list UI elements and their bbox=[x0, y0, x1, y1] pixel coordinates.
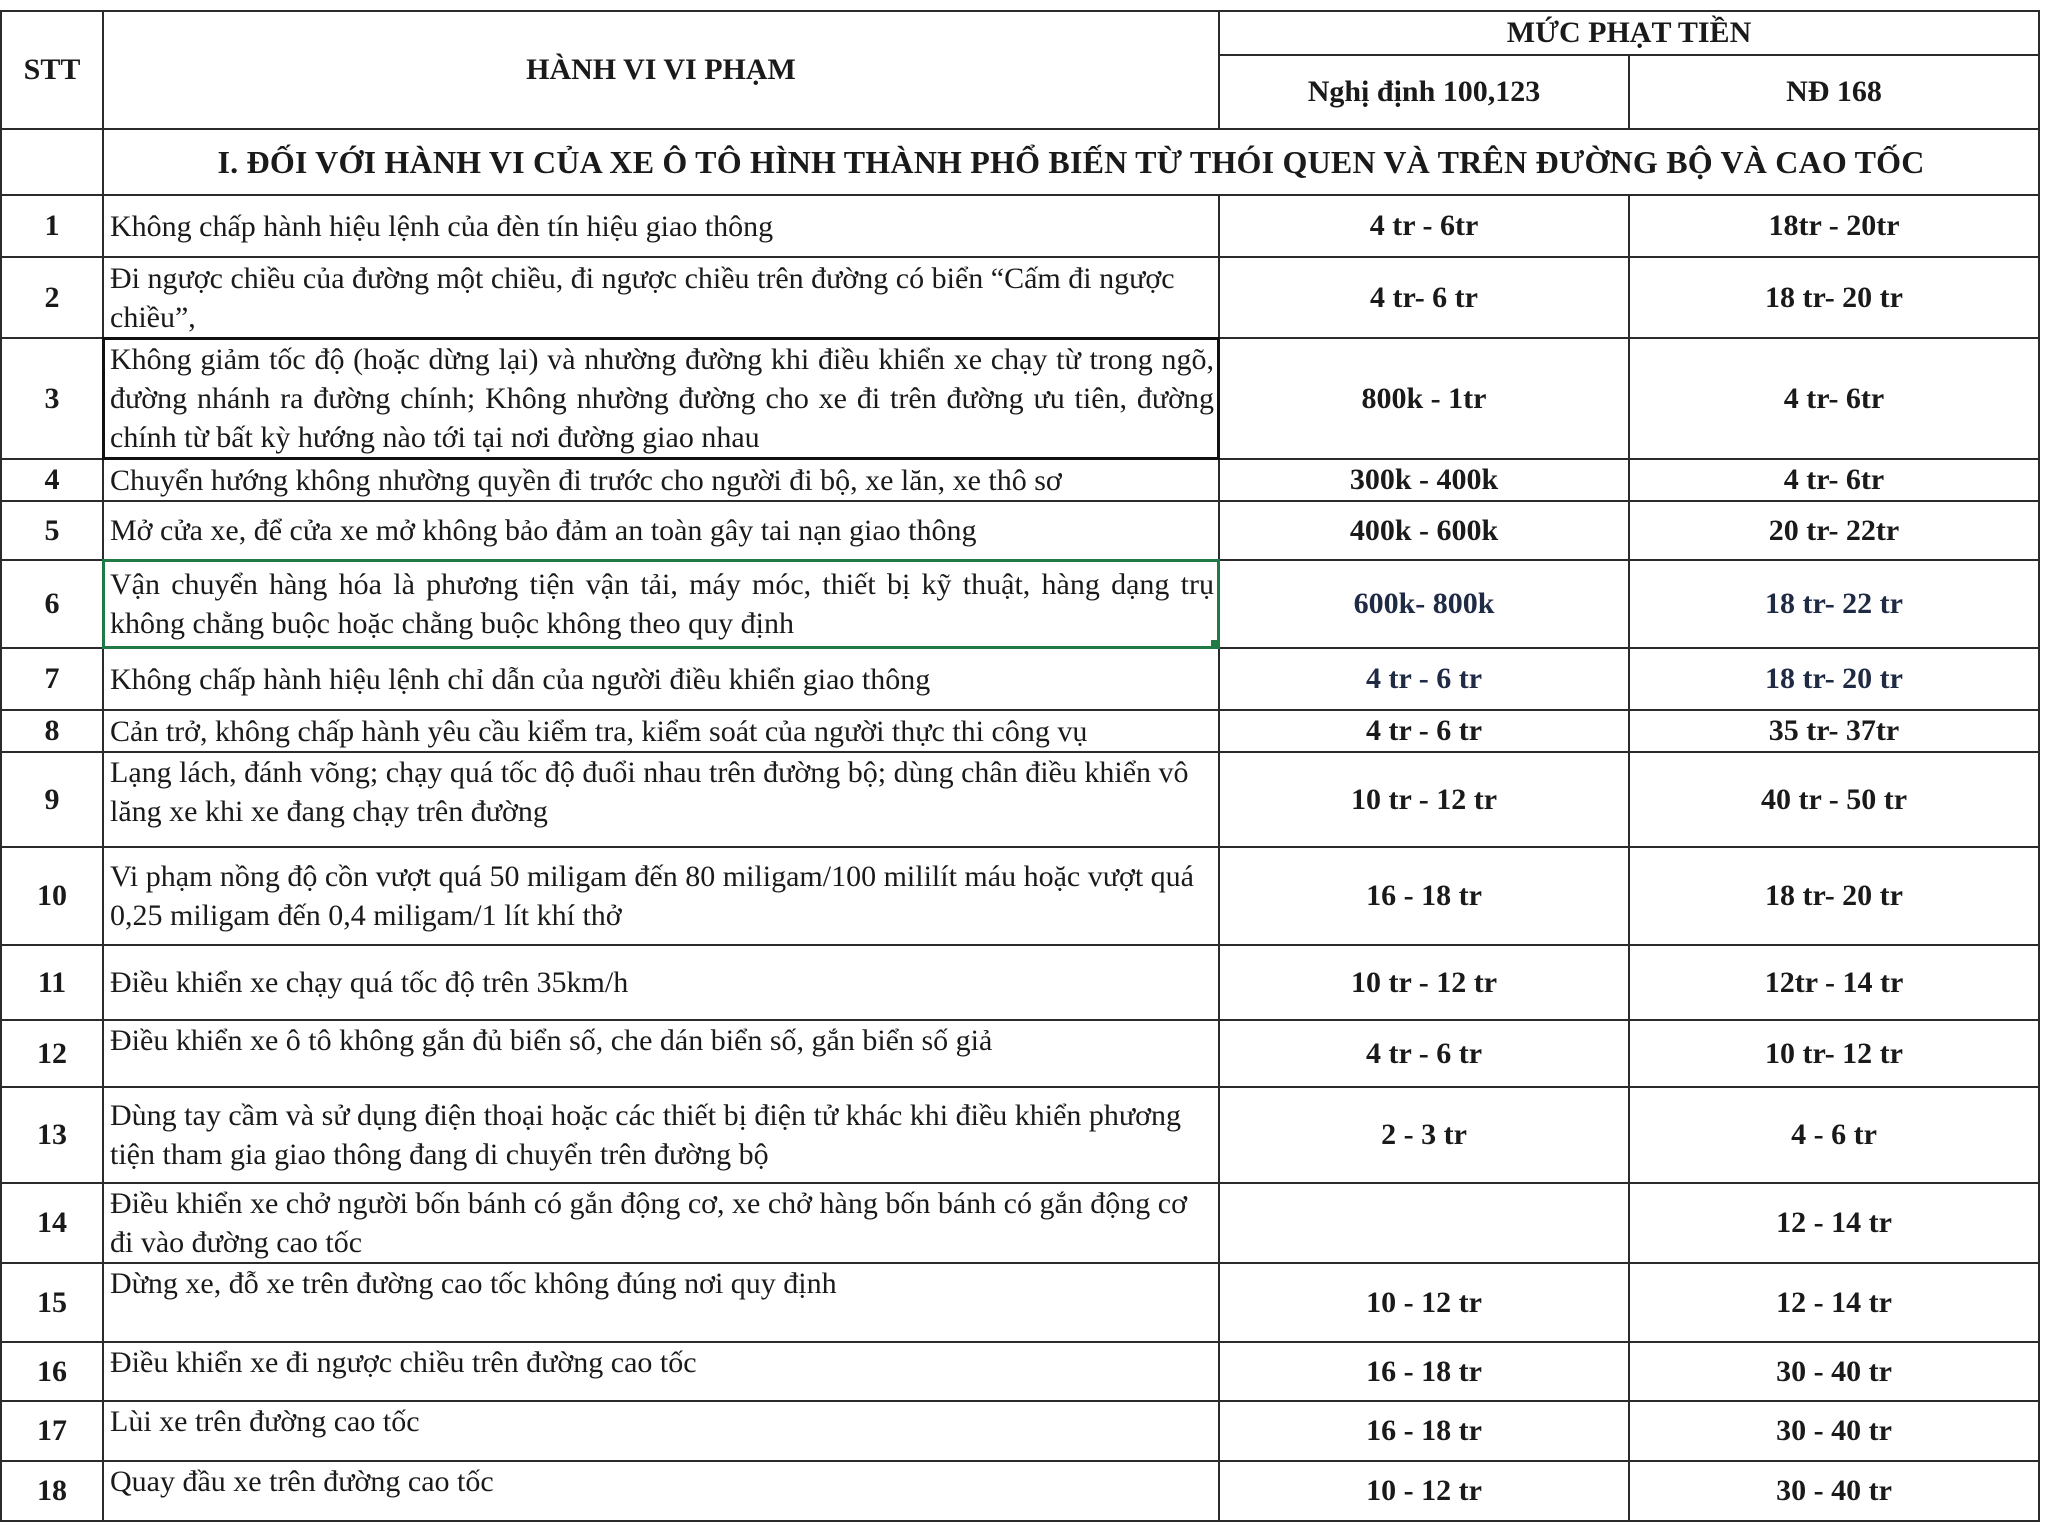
row-fine-old[interactable]: 10 - 12 tr bbox=[1219, 1263, 1629, 1342]
row-stt[interactable]: 2 bbox=[1, 257, 103, 338]
row-stt[interactable]: 14 bbox=[1, 1183, 103, 1263]
row-fine-new[interactable]: 40 tr - 50 tr bbox=[1629, 752, 2039, 847]
row-fine-new[interactable]: 18 tr- 22 tr bbox=[1629, 560, 2039, 648]
row-fine-new[interactable]: 12 - 14 tr bbox=[1629, 1183, 2039, 1263]
fill-handle[interactable] bbox=[1211, 640, 1219, 648]
row-fine-old[interactable]: 10 tr - 12 tr bbox=[1219, 945, 1629, 1020]
row-fine-old[interactable]: 600k- 800k bbox=[1219, 560, 1629, 648]
row-stt[interactable]: 13 bbox=[1, 1087, 103, 1183]
row-fine-new[interactable]: 4 - 6 tr bbox=[1629, 1087, 2039, 1183]
row-fine-new[interactable]: 18 tr- 20 tr bbox=[1629, 847, 2039, 945]
table-row bbox=[1, 560, 2039, 648]
row-fine-new[interactable]: 4 tr- 6tr bbox=[1629, 459, 2039, 501]
row-fine-new[interactable]: 30 - 40 tr bbox=[1629, 1401, 2039, 1461]
row-fine-old[interactable]: 800k - 1tr bbox=[1219, 338, 1629, 459]
row-fine-old[interactable]: 2 - 3 tr bbox=[1219, 1087, 1629, 1183]
row-stt[interactable]: 5 bbox=[1, 501, 103, 560]
row-violation[interactable]: Cản trở, không chấp hành yêu cầu kiểm tra, kiểm soát của người thực thi công vụ bbox=[103, 710, 1219, 752]
row-stt[interactable]: 12 bbox=[1, 1020, 103, 1087]
row-fine-old[interactable]: 10 tr - 12 tr bbox=[1219, 752, 1629, 847]
row-violation[interactable]: Điều khiển xe đi ngược chiều trên đường cao tốc bbox=[103, 1342, 1219, 1401]
row-violation[interactable]: Đi ngược chiều của đường một chiều, đi ngược chiều trên đường có biển “Cấm đi ngược chiều”, bbox=[103, 257, 1219, 338]
row-fine-new[interactable]: 30 - 40 tr bbox=[1629, 1461, 2039, 1521]
row-violation-selected[interactable] bbox=[103, 560, 1219, 648]
row-violation[interactable]: Chuyển hướng không nhường quyền đi trước cho người đi bộ, xe lăn, xe thô sơ bbox=[103, 459, 1219, 501]
header-decree-168[interactable]: NĐ 168 bbox=[1629, 55, 2039, 129]
row-violation[interactable]: Lùi xe trên đường cao tốc bbox=[103, 1401, 1219, 1461]
row-fine-new[interactable]: 18tr - 20tr bbox=[1629, 195, 2039, 257]
row-fine-old[interactable]: 300k - 400k bbox=[1219, 459, 1629, 501]
row-stt[interactable]: 18 bbox=[1, 1461, 103, 1521]
header-fine-group[interactable]: MỨC PHẠT TIỀN bbox=[1219, 11, 2039, 55]
row-stt[interactable]: 7 bbox=[1, 648, 103, 710]
row-stt[interactable]: 16 bbox=[1, 1342, 103, 1401]
row-violation[interactable]: Vi phạm nồng độ cồn vượt quá 50 miligam đến 80 miligam/100 mililít máu hoặc vượt quá 0,25 miligam đến 0,4 miligam/1 lít khí thở bbox=[103, 847, 1219, 945]
row-violation[interactable]: Không chấp hành hiệu lệnh của đèn tín hiệu giao thông bbox=[103, 195, 1219, 257]
row-stt[interactable]: 17 bbox=[1, 1401, 103, 1461]
table-row bbox=[1, 1342, 2039, 1401]
row-violation[interactable]: Không giảm tốc độ (hoặc dừng lại) và nhường đường khi điều khiển xe chạy từ trong ngõ, đường nhánh ra đường chính; Không nhường đường cho xe đi trên đường ưu tiên, đường chính từ bất kỳ hướng nào tới tại nơi đường giao nhau bbox=[103, 338, 1219, 459]
row-fine-old[interactable]: 400k - 600k bbox=[1219, 501, 1629, 560]
row-fine-old[interactable] bbox=[1219, 1183, 1629, 1263]
row-fine-new[interactable]: 35 tr- 37tr bbox=[1629, 710, 2039, 752]
row-stt[interactable]: 1 bbox=[1, 195, 103, 257]
row-stt[interactable]: 10 bbox=[1, 847, 103, 945]
table-row bbox=[1, 1020, 2039, 1087]
table-row bbox=[1, 195, 2039, 257]
violation-fines-table bbox=[0, 10, 2040, 1522]
row-stt[interactable]: 9 bbox=[1, 752, 103, 847]
row-fine-new[interactable]: 12 - 14 tr bbox=[1629, 1263, 2039, 1342]
table-row bbox=[1, 1461, 2039, 1521]
section-title[interactable]: I. ĐỐI VỚI HÀNH VI CỦA XE Ô TÔ HÌNH THÀNH PHỔ BIẾN TỪ THÓI QUEN VÀ TRÊN ĐƯỜNG BỘ VÀ CAO TỐC bbox=[103, 129, 2039, 195]
section-stt-cell[interactable] bbox=[1, 129, 103, 195]
row-fine-new[interactable]: 18 tr- 20 tr bbox=[1629, 648, 2039, 710]
table-row bbox=[1, 1183, 2039, 1263]
header-decree-100-123[interactable]: Nghị định 100,123 bbox=[1219, 55, 1629, 129]
table-row bbox=[1, 1087, 2039, 1183]
row-violation[interactable]: Quay đầu xe trên đường cao tốc bbox=[103, 1461, 1219, 1521]
row-fine-old[interactable]: 16 - 18 tr bbox=[1219, 1342, 1629, 1401]
row-violation[interactable]: Lạng lách, đánh võng; chạy quá tốc độ đuổi nhau trên đường bộ; dùng chân điều khiển vô lăng xe khi xe đang chạy trên đường bbox=[103, 752, 1219, 847]
table-row bbox=[1, 945, 2039, 1020]
row-stt[interactable]: 15 bbox=[1, 1263, 103, 1342]
row-stt[interactable]: 4 bbox=[1, 459, 103, 501]
row-fine-old[interactable]: 10 - 12 tr bbox=[1219, 1461, 1629, 1521]
header-violation[interactable]: HÀNH VI VI PHẠM bbox=[103, 11, 1219, 129]
row-violation[interactable]: Mở cửa xe, để cửa xe mở không bảo đảm an toàn gây tai nạn giao thông bbox=[103, 501, 1219, 560]
table-row bbox=[1, 257, 2039, 338]
row-fine-new[interactable]: 4 tr- 6tr bbox=[1629, 338, 2039, 459]
table-row bbox=[1, 648, 2039, 710]
row-fine-old[interactable]: 4 tr - 6 tr bbox=[1219, 648, 1629, 710]
row-fine-old[interactable]: 4 tr - 6 tr bbox=[1219, 1020, 1629, 1087]
row-stt[interactable]: 11 bbox=[1, 945, 103, 1020]
table-row bbox=[1, 847, 2039, 945]
row-fine-new[interactable]: 12tr - 14 tr bbox=[1629, 945, 2039, 1020]
table-row bbox=[1, 1401, 2039, 1461]
row-fine-old[interactable]: 16 - 18 tr bbox=[1219, 1401, 1629, 1461]
row-fine-new[interactable]: 18 tr- 20 tr bbox=[1629, 257, 2039, 338]
row-fine-new[interactable]: 30 - 40 tr bbox=[1629, 1342, 2039, 1401]
row-fine-old[interactable]: 4 tr - 6tr bbox=[1219, 195, 1629, 257]
row-violation[interactable]: Điều khiển xe ô tô không gắn đủ biển số, che dán biển số, gắn biển số giả bbox=[103, 1020, 1219, 1087]
row-fine-new[interactable]: 10 tr- 12 tr bbox=[1629, 1020, 2039, 1087]
table-row bbox=[1, 752, 2039, 847]
row-fine-old[interactable]: 16 - 18 tr bbox=[1219, 847, 1629, 945]
row-violation[interactable]: Dùng tay cầm và sử dụng điện thoại hoặc các thiết bị điện tử khác khi điều khiển phương tiện tham gia giao thông đang di chuyển trên đường bộ bbox=[103, 1087, 1219, 1183]
row-violation-text: Vận chuyển hàng hóa là phương tiện vận tải, máy móc, thiết bị kỹ thuật, hàng dạng trụ không chằng buộc hoặc chằng buộc không theo quy định bbox=[110, 568, 1214, 640]
header-stt[interactable]: STT bbox=[1, 11, 103, 129]
table-row bbox=[1, 710, 2039, 752]
row-fine-old[interactable]: 4 tr - 6 tr bbox=[1219, 710, 1629, 752]
row-stt[interactable]: 8 bbox=[1, 710, 103, 752]
row-violation[interactable]: Điều khiển xe chạy quá tốc độ trên 35km/h bbox=[103, 945, 1219, 1020]
row-stt[interactable]: 6 bbox=[1, 560, 103, 648]
table-row bbox=[1, 501, 2039, 560]
row-fine-new[interactable]: 20 tr- 22tr bbox=[1629, 501, 2039, 560]
row-violation[interactable]: Dừng xe, đỗ xe trên đường cao tốc không đúng nơi quy định bbox=[103, 1263, 1219, 1342]
table-row bbox=[1, 1263, 2039, 1342]
row-violation[interactable]: Không chấp hành hiệu lệnh chỉ dẫn của người điều khiển giao thông bbox=[103, 648, 1219, 710]
row-stt[interactable]: 3 bbox=[1, 338, 103, 459]
table-row bbox=[1, 338, 2039, 459]
row-violation[interactable]: Điều khiển xe chở người bốn bánh có gắn động cơ, xe chở hàng bốn bánh có gắn động cơ đi vào đường cao tốc bbox=[103, 1183, 1219, 1263]
row-fine-old[interactable]: 4 tr- 6 tr bbox=[1219, 257, 1629, 338]
table-row bbox=[1, 459, 2039, 501]
